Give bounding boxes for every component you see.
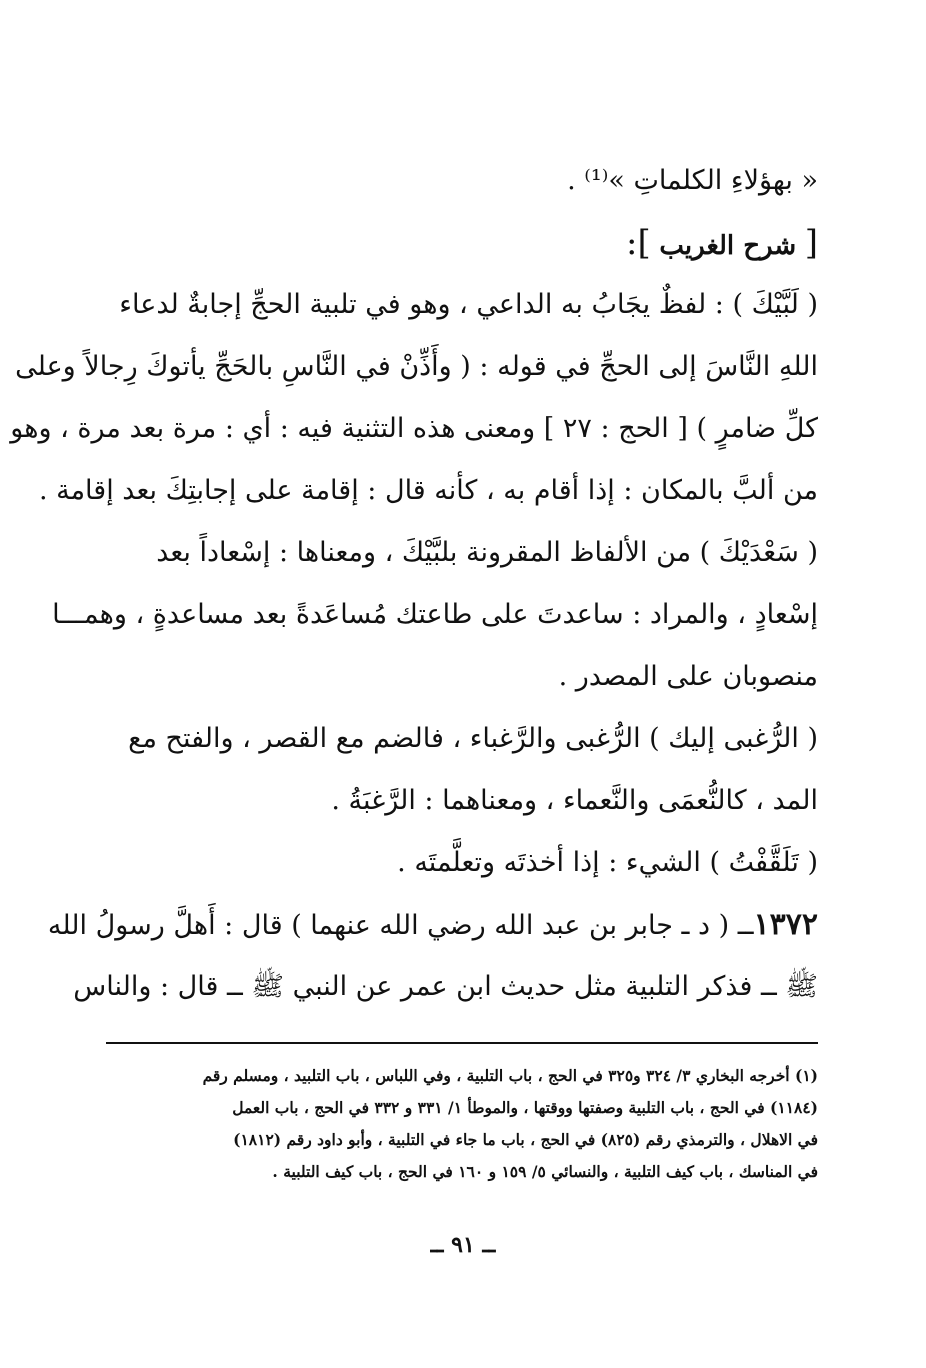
text-line-6: من ألبَّ بالمكان : إذا أقام به ، كأنه قال : إقامة على إجابتِكَ بعد إقامة . (38, 475, 818, 506)
heading-title: شرح الغريب (659, 231, 797, 261)
text-line-9: منصوبان على المصدر . (558, 661, 818, 692)
text-line-5: كلِّ ضامرٍ ) [ الحج : ٢٧ ] ومعنى هذه التثنية فيه : أي : مرة بعد مرة ، وهو (10, 413, 818, 444)
text-line-11: المد ، كالنُّعمَى والنَّعماء ، ومعناهما : الرَّغبَةُ . (331, 785, 818, 816)
heading-open-bracket: [ (804, 223, 818, 263)
text-line-14: ﷺ ــ فذكر التلبية مثل حديث ابن عمر عن النبي ﷺ ــ قال : والناس (73, 971, 818, 1002)
footnote-line-1: (١) أخرجه البخاري ٣/ ٣٢٤ و٣٢٥ في الحج ، باب التلبية ، وفي اللباس ، باب التلبيد ، ومسلم رقم (202, 1066, 818, 1085)
section-heading (102, 212, 818, 274)
main-text (10, 150, 818, 1018)
hadith-text: ــ ( د ـ جابر بن عبد الله رضي الله عنهما ) قال : أَهلَّ رسولُ الله (47, 910, 754, 941)
footnotes (102, 1060, 818, 1188)
text-line-3: ( لَبَّيْكَ ) : لفظٌ يجَابُ به الداعي ، وهو في تلبية الحجِّ إجابةٌ لدعاء (119, 289, 818, 320)
hadith-line (47, 894, 818, 956)
text-line-1: « بهؤلاءِ الكلماتِ »⁽¹⁾ . (567, 165, 818, 196)
text-line-7: ( سَعْدَيْكَ ) من الألفاظ المقرونة بلبَّيْكَ ، ومعناها : إسْعاداً بعد (156, 537, 818, 568)
text-line-4: اللهِ النَّاسَ إلى الحجِّ في قوله : ( وأَذِّنْ في النَّاسِ بالحَجِّ يأتوكَ رِجالاً وعلى (15, 351, 818, 382)
footnote-line-4: في المناسك ، باب كيف التلبية ، والنسائي ٥/ ١٥٩ و ١٦٠ في الحج ، باب كيف التلبية . (272, 1162, 818, 1181)
text-line-8: إسْعادٍ ، والمراد : ساعدتَ على طاعتك مُساعَدةً بعد مساعدةٍ ، وهمـــا (52, 599, 818, 630)
footnote-line-3: في الاهلال ، والترمذي رقم (٨٢٥) في الحج ، باب ما جاء في التلبية ، وأبو داود رقم (١٨١٢) (233, 1130, 818, 1149)
text-line-12: ( تَلَقَّفْتُ ) الشيء : إذا أخذتَه وتعلَّمتَه . (397, 847, 818, 878)
page-number: ــ ٩١ ــ (430, 1232, 496, 1258)
footnote-divider (106, 1042, 818, 1044)
hadith-number: ١٣٧٢ (753, 907, 818, 942)
footnote-line-2: (١١٨٤) في الحج ، باب التلبية وصفتها ووقتها ، والموطأ ١/ ٣٣١ و ٣٣٢ في الحج ، باب العمل (232, 1098, 818, 1117)
text-line-10: ( الرُّغبى إليك ) الرُّغبى والرَّغباء ، فالضم مع القصر ، والفتح مع (128, 723, 818, 754)
heading-close-bracket: ]: (626, 223, 651, 263)
